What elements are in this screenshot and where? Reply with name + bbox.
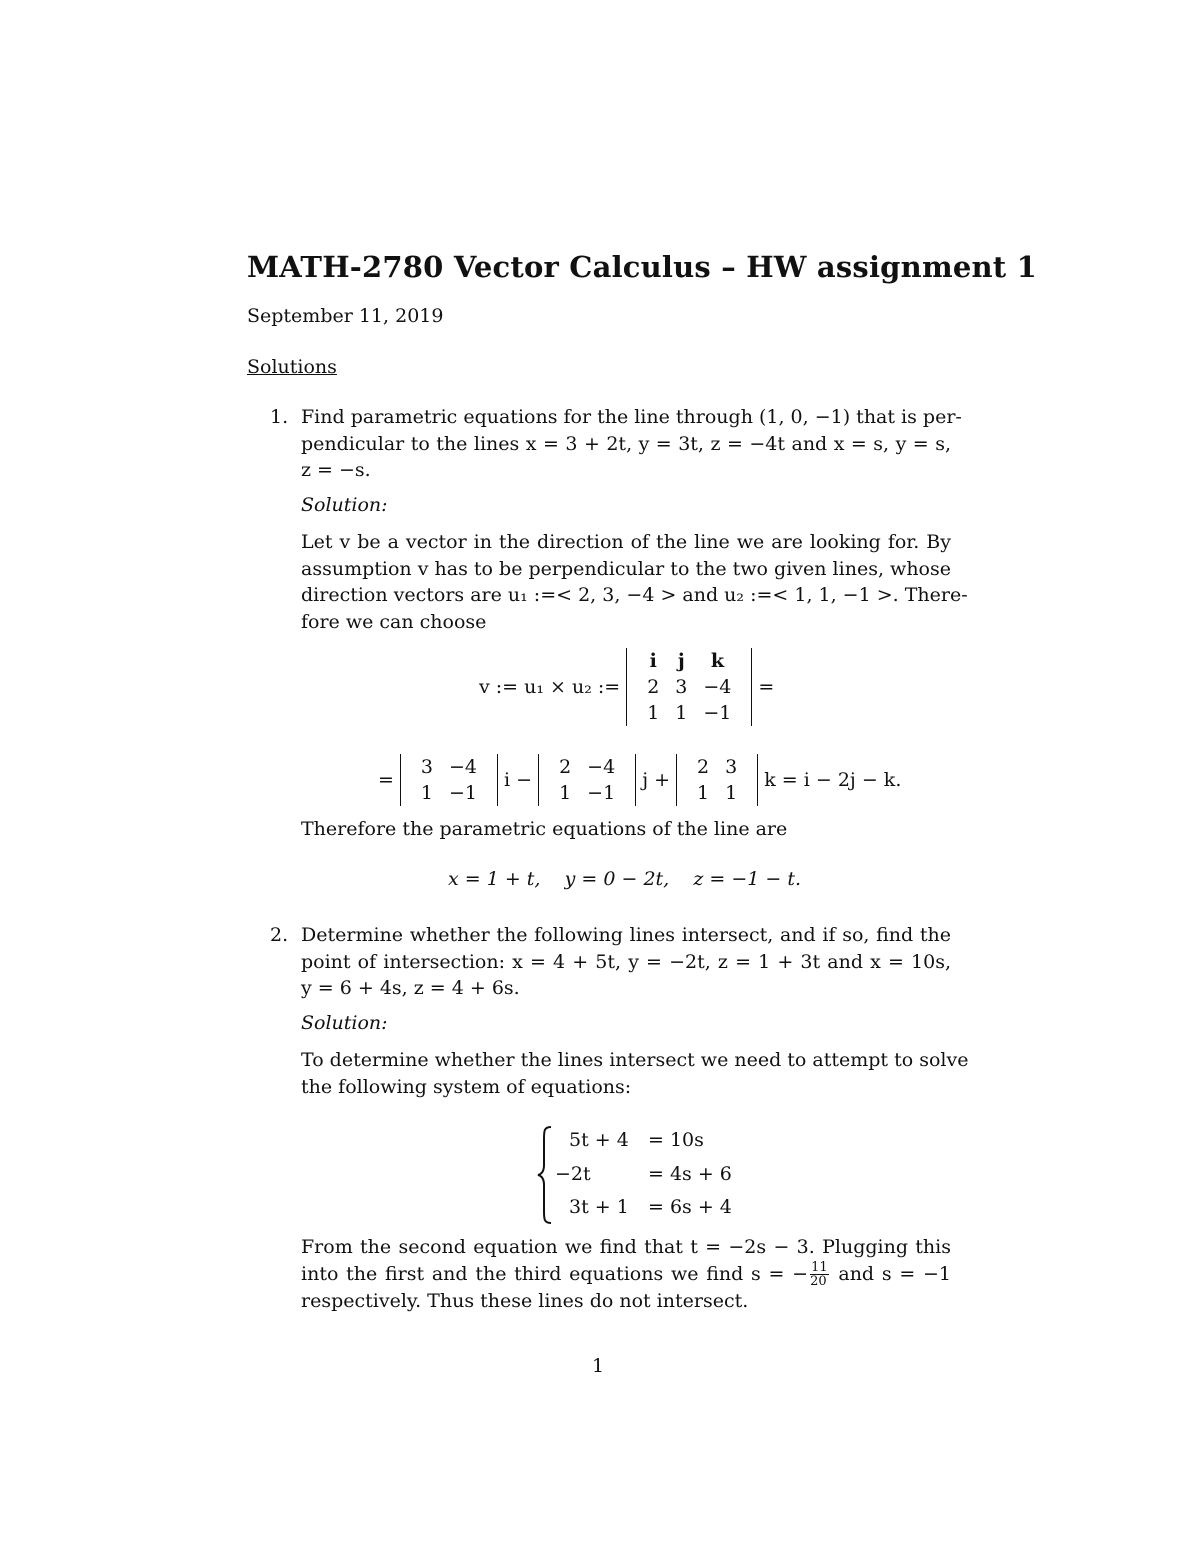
det-cell: 2 xyxy=(559,756,572,778)
det-cell: 1 xyxy=(420,782,434,804)
solutions-heading: Solutions xyxy=(247,356,337,378)
minor-1-suffix: i − xyxy=(504,769,533,791)
det-cell: 2 xyxy=(697,756,710,778)
det-cell: −1 xyxy=(703,702,732,724)
equals-sign: = xyxy=(758,676,775,698)
det-cell: −4 xyxy=(587,756,616,778)
document-date: September 11, 2019 xyxy=(247,305,444,327)
conclusion-line: respectively. Thus these lines do not intersect. xyxy=(301,1290,749,1312)
det-cell: 3 xyxy=(420,756,434,778)
minor-3 xyxy=(676,754,758,806)
system-eq-3-lhs: 3t + 1 xyxy=(569,1196,629,1218)
det-cell: 3 xyxy=(725,756,738,778)
det-cell: i xyxy=(649,650,657,672)
minor-2-suffix: j + xyxy=(642,769,671,791)
det-cell: k xyxy=(710,650,724,672)
system-eq-2-lhs: −2t xyxy=(555,1163,591,1185)
cross-product-equation xyxy=(473,648,780,726)
fraction-denominator: 20 xyxy=(810,1274,827,1289)
det-cell: 1 xyxy=(647,702,660,724)
minor-3-suffix: k = i − 2j − k. xyxy=(764,769,902,791)
minor-1 xyxy=(400,754,498,806)
det-cell: 1 xyxy=(725,782,738,804)
equals-sign: = xyxy=(378,769,394,791)
cross-lhs: v := u₁ × u₂ := xyxy=(479,676,621,698)
det-cell: 1 xyxy=(559,782,572,804)
body-line: direction vectors are u₁ :=< 2, 3, −4 > and u₂ :=< 1, 1, −1 >. There- xyxy=(301,584,968,606)
minor-2 xyxy=(538,754,636,806)
problem-2-solution-body xyxy=(301,1047,969,1100)
problem-2-conclusion xyxy=(301,1234,951,1315)
det-cell: 1 xyxy=(697,782,710,804)
statement-line: Find parametric equations for the line through (1, 0, −1) that is per- xyxy=(301,406,962,428)
conclusion-line: From the second equation we find that t = −2s − 3. Plugging this xyxy=(301,1236,951,1258)
problem-1-number: 1. xyxy=(270,406,289,428)
body-line: assumption v has to be perpendicular to the two given lines, whose xyxy=(301,557,951,580)
det-cell: −4 xyxy=(703,676,732,698)
fraction-numerator: 11 xyxy=(811,1260,828,1275)
system-eq-3-rhs: = 6s + 4 xyxy=(648,1196,732,1218)
det-cell: 3 xyxy=(675,676,688,698)
problem-2-number: 2. xyxy=(270,924,289,946)
determinant-3x3 xyxy=(626,648,752,726)
problem-1-solution-label: Solution: xyxy=(301,494,388,516)
statement-line: Determine whether the following lines intersect, and if so, find the xyxy=(301,924,951,946)
body-line: the following system of equations: xyxy=(301,1075,632,1098)
problem-2-solution-label: Solution: xyxy=(301,1012,388,1034)
statement-line: y = 6 + 4s, z = 4 + 6s. xyxy=(301,977,520,999)
det-cell: −1 xyxy=(449,782,478,804)
statement-line: point of intersection: x = 4 + 5t, y = −2t, z = 1 + 3t and x = 10s, xyxy=(301,950,951,973)
statement-line: z = −s. xyxy=(301,459,371,481)
body-line: To determine whether the lines intersect we need to attempt to solve xyxy=(301,1049,969,1071)
document-title: MATH-2780 Vector Calculus – HW assignment 1 xyxy=(247,250,1038,284)
body-line: Let v be a vector in the direction of the line we are looking for. By xyxy=(301,531,951,553)
system-eq-1-lhs: 5t + 4 xyxy=(569,1129,629,1151)
conclusion-text-a: into the first and the third equations we find s = − xyxy=(301,1262,809,1285)
det-cell: j xyxy=(677,650,685,672)
problem-1-solution-body xyxy=(301,529,968,635)
problem-1-statement xyxy=(301,404,962,484)
fraction xyxy=(810,1261,829,1288)
cofactor-expansion xyxy=(372,754,907,806)
det-cell: −1 xyxy=(587,782,616,804)
det-cell: 1 xyxy=(675,702,688,724)
det-cell: −4 xyxy=(449,756,478,778)
statement-line: pendicular to the lines x = 3 + 2t, y = 3t, z = −4t and x = s, y = s, xyxy=(301,432,951,455)
left-brace-icon xyxy=(535,1125,555,1225)
problem-2-statement xyxy=(301,922,951,1002)
system-eq-1-rhs: = 10s xyxy=(648,1129,704,1151)
therefore-line: Therefore the parametric equations of the line are xyxy=(301,818,788,840)
body-line: fore we can choose xyxy=(301,610,487,633)
parametric-equations: x = 1 + t, y = 0 − 2t, z = −1 − t. xyxy=(448,868,802,890)
page-number: 1 xyxy=(592,1355,605,1377)
conclusion-line xyxy=(301,1261,951,1289)
det-cell: 2 xyxy=(647,676,660,698)
conclusion-text-b: and s = −1 xyxy=(830,1262,951,1285)
system-eq-2-rhs: = 4s + 6 xyxy=(648,1163,732,1185)
